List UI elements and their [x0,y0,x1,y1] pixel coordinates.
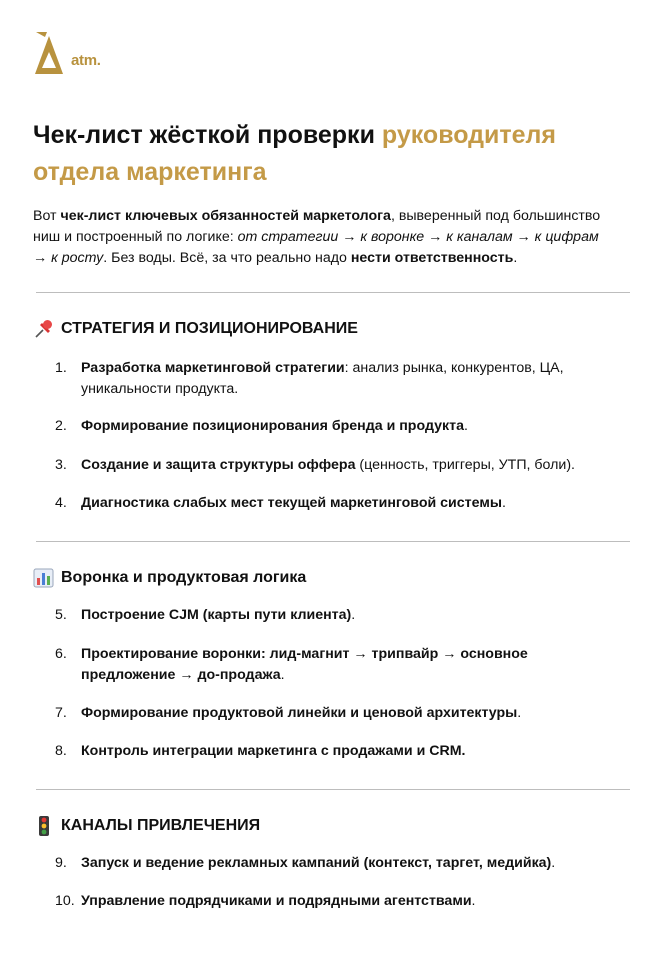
intro-italic: от стратегии → к воронке → к каналам → к цифрам [237,229,599,245]
section-title-funnel [33,568,306,588]
item-text: . [471,893,476,909]
intro-paragraph [33,206,633,269]
intro-text: , выверенный под большинство [390,208,601,224]
item-text: (ценность, триггеры, УТП, боли). [355,457,575,473]
page-title [33,117,643,191]
list-item [55,853,615,874]
logo-text: atm. [71,52,101,69]
item-text: уникальности продукта. [81,381,239,397]
item-bold: Запуск и ведение рекламных кампаний (контекст, таргет, медийка) [81,855,552,871]
list-item [55,703,615,724]
section-title-text: СТРАТЕГИЯ И ПОЗИЦИОНИРОВАНИЕ [61,320,358,337]
section-title-text: Воронка и продуктовая логика [61,569,307,586]
item-number: 1. [55,360,67,376]
list-item [55,358,615,400]
intro-text: Вот [33,208,61,224]
item-line2 [55,665,615,686]
list-item [55,891,615,912]
bar-chart-icon [33,568,55,588]
traffic-light-icon [33,816,55,836]
item-number: 10. [55,893,75,909]
item-bold: Диагностика слабых мест текущей маркетинговой системы [81,495,502,511]
title-part2: руководителя [381,121,557,149]
item-bold: Проектирование воронки: лид-магнит → трипвайр → основное [81,646,528,662]
section-title-strategy [33,319,358,339]
item-text: . [501,495,506,511]
item-number: 5. [55,607,67,623]
section-title-channels [33,816,260,836]
item-number: 2. [55,418,67,434]
item-bold: Создание и защита структуры оффера [81,457,356,473]
intro-text: . [513,250,518,266]
item-text: . [351,607,356,623]
item-bold: предложение → до-продажа [81,667,281,683]
item-number: 9. [55,855,67,871]
intro-bold: нести ответственность [350,250,514,266]
title-line2: отдела маркетинга [33,158,267,186]
item-bold: Построение CJM (карты пути клиента) [81,607,352,623]
divider [36,292,630,293]
intro-text: . Без воды. Всё, за что реально надо [103,250,351,266]
intro-italic: → к росту [33,250,104,266]
item-number: 8. [55,743,67,759]
title-part1: Чек-лист жёсткой проверки [33,121,382,149]
item-number: 3. [55,457,67,473]
item-text: . [280,667,285,683]
brand-logo [33,30,123,80]
pushpin-icon [33,319,55,339]
item-text: : анализ рынка, конкурентов, ЦА, [344,360,564,376]
list-item [55,493,615,514]
item-bold: Разработка маркетинговой стратегии [81,360,345,376]
item-number: 6. [55,646,67,662]
list-item [55,455,615,476]
item-text: . [551,855,556,871]
item-text: . [463,418,468,434]
list-item [55,741,615,762]
list-item [55,644,615,686]
list-item [55,416,615,437]
item-bold: Управление подрядчиками и подрядными агентствами [81,893,472,909]
item-number: 4. [55,495,67,511]
intro-bold: чек-лист ключевых обязанностей маркетолога [60,208,391,224]
item-number: 7. [55,705,67,721]
item-bold: Формирование продуктовой линейки и ценовой архитектуры [81,705,518,721]
item-bold: Формирование позиционирования бренда и продукта [81,418,464,434]
intro-text: ниш и построенный по логике: [33,229,238,245]
item-bold: Контроль интеграции маркетинга с продажами и CRM. [81,743,466,759]
list-item [55,605,615,626]
item-text: . [517,705,522,721]
logo-icon [33,30,69,76]
divider [36,541,630,542]
divider [36,789,630,790]
section-title-text: КАНАЛЫ ПРИВЛЕЧЕНИЯ [61,817,261,834]
